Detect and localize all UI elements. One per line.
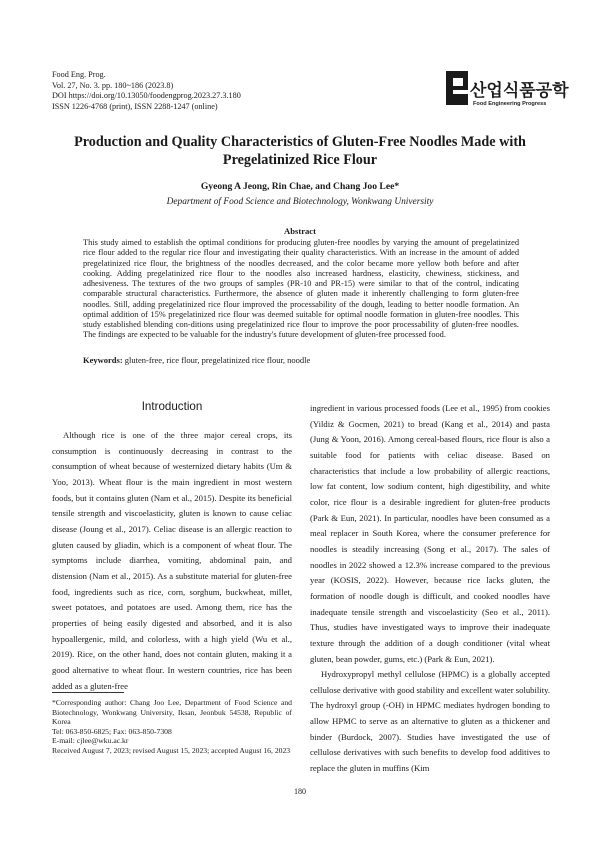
keywords-list: gluten-free, rice flour, pregelatinized rice flour, noodle xyxy=(124,355,311,365)
logo-korean-text: 산업식품공학 xyxy=(470,81,569,101)
affiliation: Department of Food Science and Biotechnology, Wonkwang University xyxy=(166,197,434,207)
abstract-body: This study aimed to establish the optimal conditions for producing gluten-free noodles by varying the amount of pregelatinized rice flour added to the regular rice flour and investigating their quality characteristics. With an increase in the amount of added pregelatinized rice flour, the brightness of the noodles decreased, and the color became more yellow both before and after cooking. Adding pregelatinized rice flour to the noodles also increased hardness, elasticity, chewiness, stickiness, and adhesiveness. The textures of the two groups of samples (PR-10 and PR-15) were similar to that of the control, indicating comparable structural characteristics. Furthermore, the absence of gluten made it inherently challenging to form gluten-free noodles. Still, adding pregelatinized rice flour improved the processability of the dough, leading to better noodle formation. An optimal addition of 15% pregelatinized rice flour was deemed suitable for optimal noodle formation in gluten-free noodles. This study established blending con-ditions using pregelatinized rice flour to improve the poor processability of gluten-free noodles. The findings are expected to be valuable for the industry's future development of gluten-free processed food. xyxy=(83,238,519,340)
journal-header xyxy=(52,70,241,112)
paper-title: Production and Quality Characteristics of Gluten-Free Noodles Made with Pregelatinized Rice Flour xyxy=(74,134,526,168)
page-number: 180 xyxy=(294,787,306,796)
footnote-dates: Received August 7, 2023; revised August 15, 2023; accepted August 16, 2023 xyxy=(52,745,291,755)
keywords-label: Keywords: xyxy=(83,355,123,365)
keywords-line xyxy=(83,355,310,365)
body-column-right xyxy=(310,401,550,777)
abstract-heading: Abstract xyxy=(284,226,316,236)
journal-doi[interactable]: DOI https://doi.org/10.13050/foodengprog.2023.27.3.180 xyxy=(52,91,241,101)
journal-volume: Vol. 27, No. 3. pp. 180~186 (2023.8) xyxy=(52,80,174,90)
footnote xyxy=(52,698,292,756)
section-heading-introduction: Introduction xyxy=(141,400,203,413)
paragraph-hpmc: Hydroxypropyl methyl cellulose (HPMC) is a globally accepted cellulose derivative with good stability and excellent water solubility. The hydroxyl group (-OH) in HPMC mediates hydrogen bonding to allow HPMC to serve as an alternative to gluten as a thickener and binder (Burdock, 2007). Studies have investigated the use of cellulose derivatives with such benefits to develop food additives to replace the gluten in muffins (Kim xyxy=(310,669,550,774)
journal-logo xyxy=(446,69,569,111)
footnote-phone: Tel: 063-850-6825; Fax: 063-850-7308 xyxy=(52,726,172,736)
body-column-left: Although rice is one of the three major cereal crops, its consumption is continuously decreasing in contrast to the consumption of wheat because of westernized dietary habits (Um & Yoo, 2013). Wheat flour is the main ingredient in most western foods, but it contains gluten (Nam et al., 2015). Despite its beneficial tensile strength and viscoelasticity, gluten is known to cause celiac disease (Joung et al., 2017). Celiac disease is an allergic reaction to gluten caused by gliadin, which is a component of wheat flour. The symptoms include diarrhea, vomiting, abdominal pain, and distension (Nam et al., 2015). As a substitute material for gluten-free food, ingredients such as rice, corn, sorghum, buckwheat, millet, sweet potatoes, and potatoes are used. Among them, rice has the properties of being easily digested and absorbed, and it is also hypoallergenic, mild, and colorless, with a high yield (Wu et al., 2019). Rice, on the other hand, does not contain gluten, making it a good alternative to wheat flour. In western countries, rice has been added as a gluten-free xyxy=(52,430,292,691)
logo-english-text: Food Engineering Progress xyxy=(473,101,547,107)
footnote-rule xyxy=(52,692,124,693)
paragraph-continued: ingredient in various processed foods (Lee et al., 1995) from cookies (Yildiz & Gocmen, 2021) to bread (Kang et al., 2014) and pasta (Jung & Yoon, 2016). Among cereal-based flours, rice flour is also a suitable food for patients with celiac disease. Based on characteristics that include a low probability of allergic reactions, low fat content, low sodium content, high digestibility, and white color, rice flour is a desirable ingredient for gluten-free products (Park & Eun, 2021). In particular, noodles have been consumed as a meal replacer in South Korea, where the consumer preference for noodles is steadily increasing (Song et al., 2017). The sales of noodles in 2022 showed a 12.3% increase compared to the previous year (KOSIS, 2022). However, because rice lacks gluten, the formation of noodle dough is difficult, and cooked noodles have inadequate tensile strength and viscoelasticity (Seo et al., 2011). Thus, studies have investigated ways to improve their inadequate texture through the addition of a dough conditioner (vital wheat gluten, bean powder, gums, etc.) (Park & Eun, 2021). xyxy=(310,403,550,664)
footnote-corresponding: *Corresponding author: Chang Joo Lee, Department of Food Science and Biotechnology, Wonkwang University, Iksan, Jeonbuk 54538, Republic of Korea xyxy=(52,698,292,727)
author-list: Gyeong A Jeong, Rin Chae, and Chang Joo Lee* xyxy=(200,181,400,192)
journal-issn: ISSN 1226-4768 (print), ISSN 2288-1247 (online) xyxy=(52,101,218,111)
journal-name: Food Eng. Prog. xyxy=(52,70,106,79)
footnote-email[interactable]: E-mail: cjlee@wku.ac.kr xyxy=(52,736,129,746)
